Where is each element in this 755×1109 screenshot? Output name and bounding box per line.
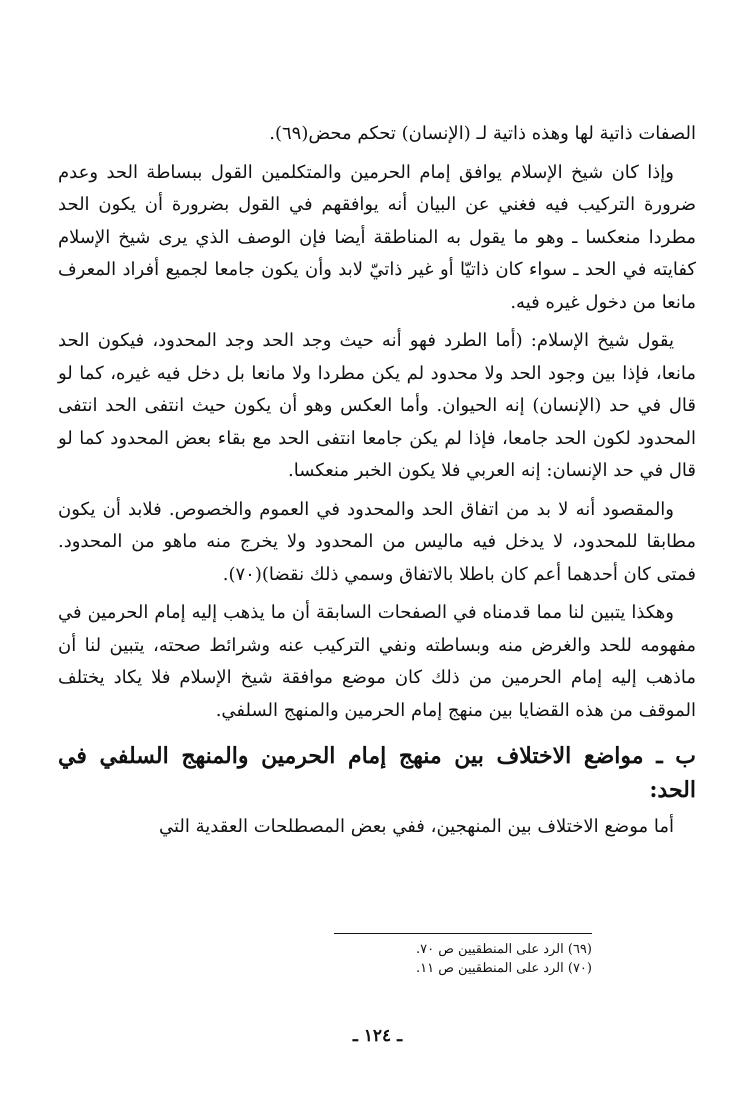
paragraph: والمقصود أنه لا بد من اتفاق الحد والمحدود في العموم والخصوص. فلابد أن يكون مطابقا للمحدود، لا يدخل فيه ماليس من المحدود ولا يخرج منه ماهو من المحدود. فمتى كان أحدهما أعم كان باطلا بالاتفاق وسمي ذلك نقضا)(٧٠). bbox=[58, 498, 696, 585]
paragraph-final: أما موضع الاختلاف بين المنهجين، ففي بعض المصطلحات العقدية التي bbox=[158, 816, 674, 837]
footnote-70: (٧٠) الرد على المنطقيين ص ١١. bbox=[415, 961, 592, 976]
paragraph: وهكذا يتبين لنا مما قدمناه في الصفحات السابقة أن ما يذهب إليه إمام الحرمين في مفهومه للحد والغرض منه وبساطته ونفي التركيب عنه وشرائط صحته، يتبين لنا أن ماذهب إليه إمام الحرمين من ذلك كان موضع موافقة شيخ الإسلام فلا يكاد يختلف الموقف من هذه القضايا بين منهج إمام الحرمين والمنهج السلفي. bbox=[58, 602, 696, 721]
footnote-69: (٦٩) الرد على المنطقيين ص ٧٠. bbox=[415, 942, 592, 957]
paragraph-continuation: الصفات ذاتية لها وهذه ذاتية لـ (الإنسان) تحكم محض(٦٩). bbox=[269, 123, 696, 144]
footnote-divider bbox=[334, 933, 592, 934]
section-heading: ب ـ مواضع الاختلاف بين منهج إمام الحرمين والمنهج السلفي في الحد: bbox=[58, 743, 696, 803]
paragraph: وإذا كان شيخ الإسلام يوافق إمام الحرمين والمتكلمين القول ببساطة الحد وعدم ضرورة التركيب فيه فغني عن البيان أنه يوافقهم في القول بضرورة أن يكون الحد مطردا منعكسا ـ وهو ما يقول به المناطقة أيضا فإن الوصف الذي يرى شيخ الإسلام كفايته في الحد ـ سواء كان ذاتيّا أو غير ذاتيّ لابد وأن يكون جامعا لجميع أفراد المعرف مانعا من دخول غيره فيه. bbox=[58, 161, 696, 313]
page-number: ـ ١٢٤ ـ bbox=[352, 1026, 403, 1046]
footnotes bbox=[300, 940, 592, 978]
main-text bbox=[58, 118, 696, 844]
paragraph-quote: يقول شيخ الإسلام: (أما الطرد فهو أنه حيث وجد الحد وجد المحدود، فيكون الحد مانعا، فإذا بين وجود الحد ولا محدود لم يكن مطردا ولا مانعا بل دخل فيه غيره، كما لو قال في حد (الإنسان) إنه الحيوان. وأما العكس وهو أن يكون حيث انتفى الحد انتفى المحدود لكون الحد جامعا، فإذا لم يكن جامعا انتفى الحد مع بقاء بعض المحدود كما لو قال في حد الإنسان: إنه العربي فلا يكون الخبر منعكسا. bbox=[58, 330, 696, 481]
